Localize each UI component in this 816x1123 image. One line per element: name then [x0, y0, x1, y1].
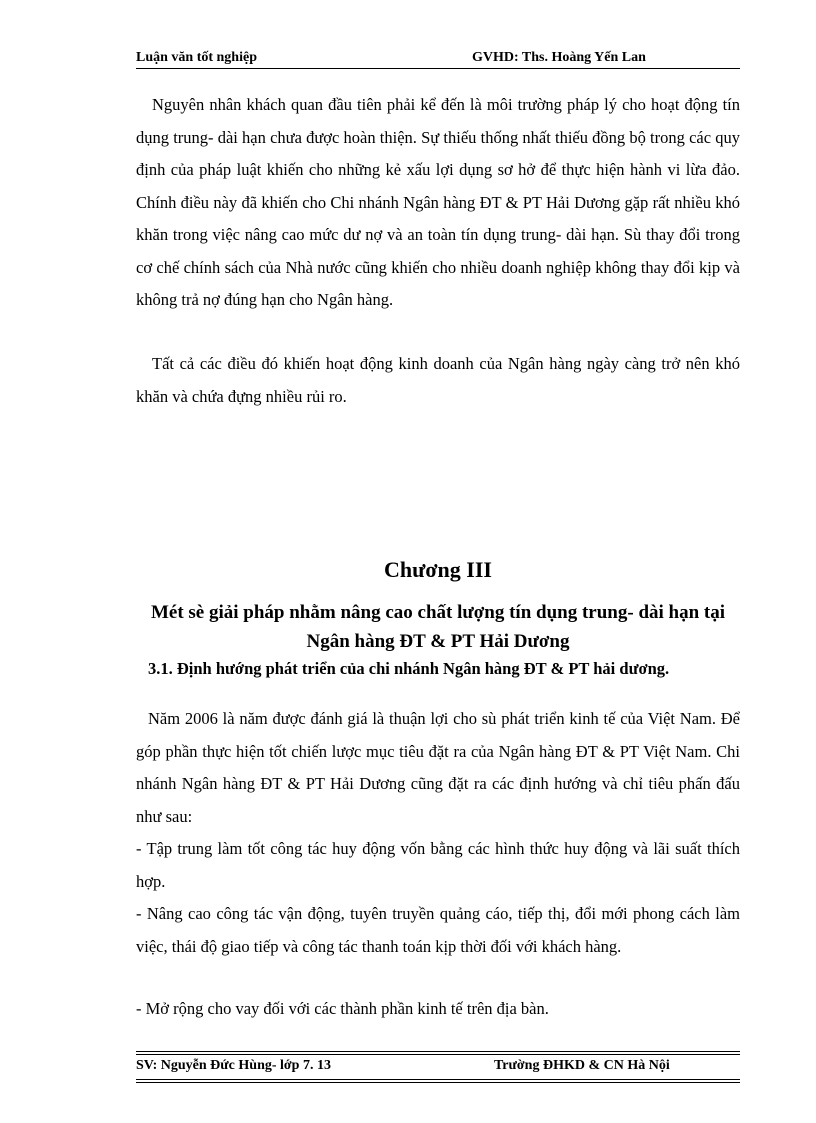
- footer-divider: [136, 1051, 740, 1052]
- section-intro-paragraph: Năm 2006 là năm được đánh giá là thuận lợi cho sù phát triển kinh tế của Việt Nam. Để góp phần thực hiện tốt chiến lược mục tiêu đặt ra của Ngân hàng ĐT & PT Việt Nam. Chi nhánh Ngân hàng ĐT & PT Hải Dương cũng đặt ra các định hướng và chỉ tiêu phấn đấu như sau:: [136, 709, 740, 826]
- paragraph-objective-causes: Nguyên nhân khách quan đầu tiên phải kể đến là môi trường pháp lý cho hoạt động tín dụng trung- dài hạn chưa được hoàn thiện. Sự thiếu thống nhất thiếu đồng bộ trong các quy định của pháp luật khiến cho những kẻ xấu lợi dụng sơ hở để thực hiện hành vi lừa đảo. Chính điều này đã khiến cho Chi nhánh Ngân hàng ĐT & PT Hải Dương gặp rất nhiều khó khăn trong việc nâng cao mức dư nợ và an toàn tín dụng trung- dài hạn. Sù thay đổi trong cơ chế chính sách của Nhà nước cũng khiến cho nhiều doanh nghiệp không thay đổi kịp và không trả nợ đúng hạn cho Ngân hàng.: [136, 95, 740, 309]
- footer-divider: [136, 1079, 740, 1080]
- list-item: - Nâng cao công tác vận động, tuyên truyền quảng cáo, tiếp thị, đổi mới phong cách làm việc, thái độ giao tiếp và công tác thanh toán kịp thời đối với khách hàng.: [136, 904, 740, 956]
- chapter-title: Chương III: [384, 557, 492, 582]
- footer-divider: [136, 1082, 740, 1083]
- footer-student: SV: Nguyễn Đức Hùng- lớp 7. 13: [136, 1058, 331, 1073]
- footer-university: Trường ĐHKD & CN Hà Nội: [494, 1058, 670, 1073]
- list-item: - Tập trung làm tốt công tác huy động vốn bằng các hình thức huy động và lãi suất thích hợp.: [136, 839, 740, 891]
- section-heading: 3.1. Định hướng phát triển của chi nhánh Ngân hàng ĐT & PT hải dương.: [148, 659, 670, 678]
- header-left-title: Luận văn tốt nghiệp: [136, 50, 257, 65]
- footer-divider: [136, 1054, 740, 1055]
- header-right-advisor: GVHD: Ths. Hoàng Yến Lan: [472, 50, 646, 65]
- list-item: - Mở rộng cho vay đối với các thành phần kinh tế trên địa bàn.: [136, 999, 549, 1018]
- paragraph-summary: Tất cả các điều đó khiến hoạt động kinh doanh của Ngân hàng ngày càng trở nên khó khăn và chứa đựng nhiều rủi ro.: [136, 354, 740, 406]
- header-divider: [136, 68, 740, 69]
- chapter-subtitle: Mét sè giải pháp nhằm nâng cao chất lượng tín dụng trung- dài hạn tại Ngân hàng ĐT & PT Hải Dương: [150, 602, 726, 652]
